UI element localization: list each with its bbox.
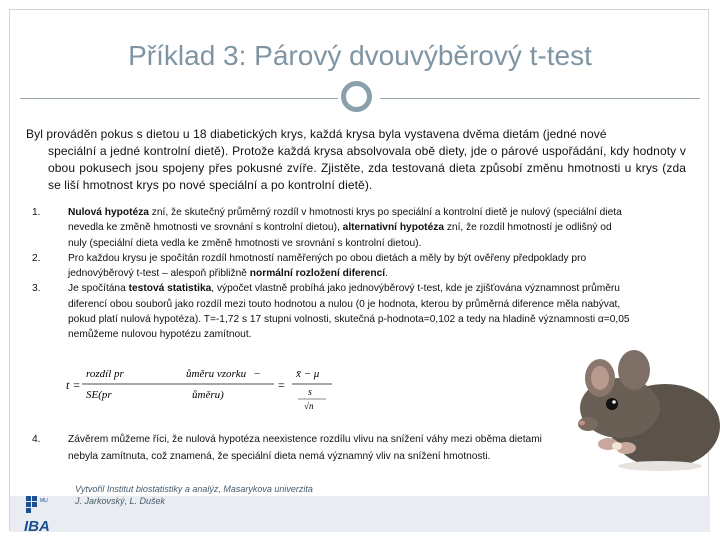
item-bold-text: testová statistika — [128, 283, 212, 295]
intro-paragraph — [26, 126, 686, 194]
t-statistic-formula — [64, 362, 364, 412]
ring-ornament-icon — [341, 81, 372, 112]
formula-numerator-left: rozdíl pr — [86, 368, 124, 380]
logo-square — [32, 496, 37, 501]
rat-ear-back — [618, 350, 650, 390]
item-text — [68, 253, 586, 279]
list-item-conclusion — [32, 432, 562, 465]
rat-ear-inner — [591, 366, 609, 390]
item-plain-text: , výpočet vlastně probíhá jako jednovýběrový t-test, kde je zjišťována významnost průměru diferencí obou souborů jako rozdíl mezi touto hodnotou a nulou (0 je hodnota, kterou by průměrná diference měla nabývat, pokud platí nulová hypotéza). T=-1,72 s 17 stupni volnosti, skutečná p-hodnota=0,102 a tedy na hladině významnosti α=0,05 nemůžeme nulovou hypotézu zamítnout. — [68, 283, 630, 341]
title-rule-right — [380, 98, 700, 99]
item-bold-text: normální rozložení diferencí — [249, 268, 386, 280]
item-plain-text: Pro každou krysu je spočítán rozdíl hmotností naměřených po obou dietách a měly by být ověřeny předpoklady pro jednovýběrový t-test – alespoň přibližně — [68, 252, 587, 280]
logo-text: IBA — [24, 518, 50, 534]
formula-equals: = — [278, 378, 285, 392]
list-item — [32, 251, 632, 282]
item-text: Závěrem můžeme říci, že nulová hypotéza neexistence rozdílu vlivu na snížení váhy mezi oběma dietami nebyla zamítnuta, což znamená, že speciální dieta nemá významný vliv na snížení hmotnosti. — [68, 434, 542, 462]
item-plain-text: zní, že rozdíl hmotností je odlišný od nuly (speciální dieta vedla ke změně hmotnosti ve srovnání s kontrolní dietou). — [68, 222, 612, 249]
rat-food — [612, 442, 622, 450]
item-bold-text: Nulová hypotéza — [68, 207, 149, 218]
item-plain-text: . — [385, 268, 388, 280]
title-rule-left — [20, 98, 338, 99]
formula-lhs: t = — [66, 378, 81, 392]
rat-eye-highlight — [612, 400, 616, 404]
formula-numerator-right: ůměru vzorku — [186, 368, 247, 380]
intro-first-line: Byl prováděn pokus s dietou u 18 diabetických krys, každá krysa byla vystavena dvěma dietám (jedné nové — [26, 127, 607, 141]
footer-credit — [75, 483, 313, 507]
item-plain-text: zní, že skutečný průměrný rozdíl v hmotnosti krys po speciální a kontrolní dietě je nulový (speciální dieta nevedla ke změně hmotnosti ve srovnání s kontrolní dietou), — [68, 207, 622, 234]
rat-photo-illustration — [560, 326, 720, 476]
formula-denominator-left: SE(pr — [86, 389, 112, 401]
list-number: 1. — [32, 207, 41, 218]
formula-rhs-subdenominator: √n — [304, 401, 314, 411]
formula-rhs-numerator: x̄ − μ — [296, 368, 320, 380]
item-plain-text: Je spočítána — [68, 283, 129, 295]
rat-eye — [606, 398, 618, 410]
iba-logo-icon — [20, 494, 60, 534]
rat-shadow — [618, 461, 702, 471]
slide-title: Příklad 3: Párový dvouvýběrový t-test — [128, 40, 592, 71]
logo-square — [26, 502, 31, 507]
item-text — [68, 207, 622, 249]
formula-rhs-denominator: s — [308, 387, 312, 398]
logo-sup-text: MU — [40, 498, 48, 504]
list-item — [32, 281, 632, 342]
rat-nose — [579, 421, 585, 426]
logo-square — [32, 502, 37, 507]
list-number: 4. — [32, 434, 41, 445]
formula-minus: − — [254, 368, 261, 380]
logo-square — [26, 508, 31, 513]
list-number: 3. — [32, 283, 41, 295]
numbered-list — [32, 205, 632, 343]
item-text — [68, 283, 630, 340]
footer-credit-line2: J. Jarkovský, L. Dušek — [75, 496, 166, 506]
list-number: 2. — [32, 252, 41, 264]
logo-square — [26, 496, 31, 501]
list-item — [32, 205, 632, 251]
formula-denominator-right: ůměru) — [192, 389, 224, 401]
item-bold-text: alternativní hypotéza — [342, 222, 444, 234]
intro-rest: speciální a jedné kontrolní dietě). Protože každá krysa absolvovala obě diety, jde o párové uspořádání, kdy hodnoty v obou pokusech jsou spojeny přes pokusné zvíře. Zjistěte, zda testovaná dieta způsobí změnu hmotnosti u krys (zda se liší hmotnost krys po nové speciální a po kontrolní dietě). — [48, 144, 686, 192]
footer-credit-line1: Vytvořil Institut biostatistiky a analýz, Masarykova univerzita — [75, 484, 313, 494]
